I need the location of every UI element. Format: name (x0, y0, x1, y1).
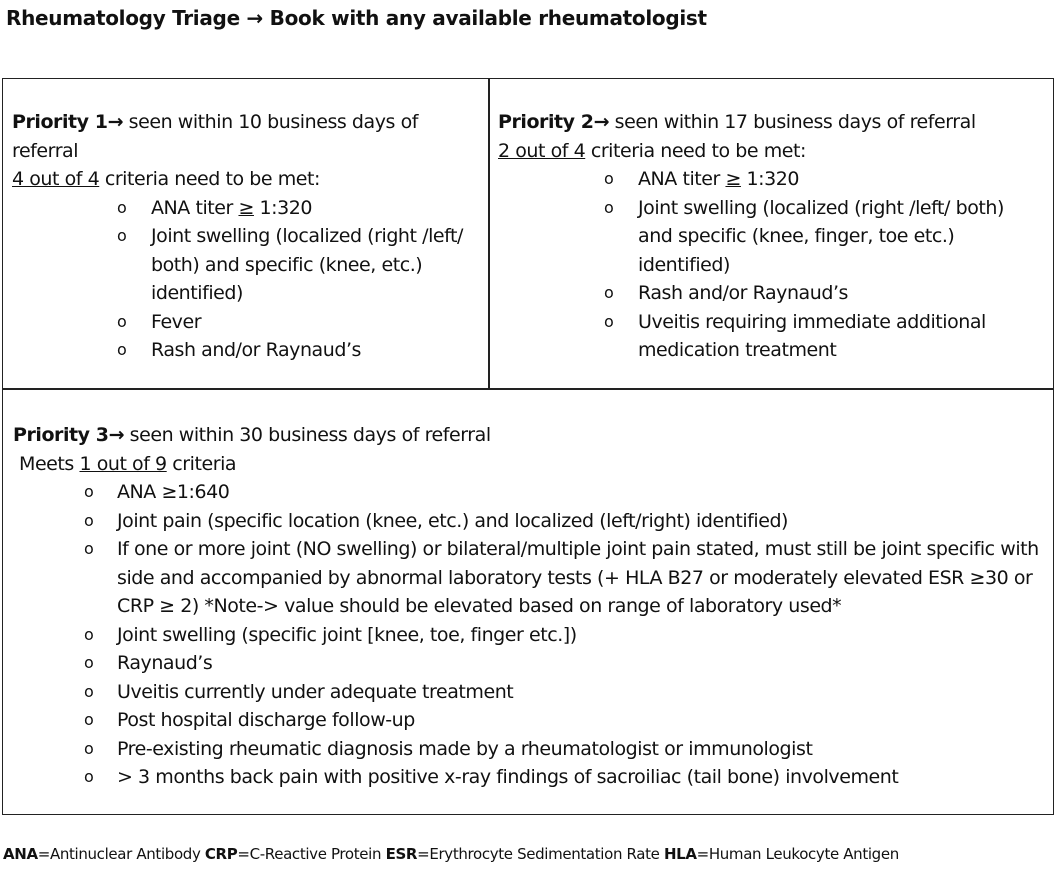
criterion-text: Joint swelling (localized (right /left/ both) and specific (knee, etc.) identified) (151, 225, 463, 304)
priority-2-heading (498, 108, 1048, 137)
bullet-icon: o (117, 340, 127, 359)
criterion-operator: ≥ (725, 168, 741, 190)
title-right: Book with any available rheumatologist (269, 6, 707, 30)
criterion-text: Uveitis currently under adequate treatment (117, 680, 514, 703)
priority-2-timeframe: seen within 17 business days of referral (609, 111, 976, 133)
list-item (84, 621, 1049, 650)
bullet-icon: o (604, 283, 614, 302)
criterion-text: Uveitis requiring immediate additional medication treatment (638, 310, 986, 361)
list-item (84, 678, 1049, 707)
criterion-text: ANA titer (638, 168, 726, 190)
list-item (604, 194, 1038, 280)
list-item (84, 763, 1049, 792)
criterion-value: 1:320 (253, 196, 313, 219)
bullet-icon: o (604, 311, 614, 331)
priority-3-content (13, 421, 1049, 792)
abbr-ana: ANA (3, 845, 38, 863)
bullet-icon: o (117, 226, 127, 245)
abbr-hla: HLA (663, 845, 697, 863)
list-item (604, 279, 1038, 308)
list-item (117, 336, 471, 365)
list-item (117, 308, 471, 337)
priority-1-requirement-count: 4 out of 4 (12, 168, 100, 190)
abbr-hla-meaning: =Human Leukocyte Antigen (696, 845, 899, 863)
priority-1-label: Priority 1 (12, 111, 108, 133)
criterion-operator: ≥ (238, 196, 254, 219)
priority-2-requirement-text: criteria need to be met: (585, 139, 806, 162)
priority-1-heading (12, 108, 482, 165)
bullet-icon: o (84, 710, 94, 729)
title-left: Rheumatology Triage (6, 6, 240, 30)
list-item (604, 308, 1038, 365)
criterion-text: ANA ≥1:640 (117, 481, 230, 503)
criterion-text: > 3 months back pain with positive x-ray findings of sacroiliac (tail bone) involvement (117, 766, 899, 788)
abbreviation-legend (3, 845, 899, 863)
bullet-icon: o (84, 653, 94, 672)
criterion-text: Raynaud’s (117, 652, 213, 674)
criterion-text: If one or more joint (NO swelling) or bilateral/multiple joint pain stated, must still be joint specific with side and accompanied by abnormal laboratory tests (+ HLA B27 or moderately elevated ESR ≥30 or CRP ≥ 2) *Note-> value should be elevated based on range of laboratory used* (117, 538, 1039, 617)
criterion-text: Rash and/or Raynaud’s (638, 282, 848, 304)
priority-3-timeframe: seen within 30 business days of referral (124, 424, 491, 446)
priority-3-label: Priority 3 (13, 424, 109, 446)
priority-2-label: Priority 2 (498, 111, 594, 133)
criterion-text: Joint swelling (localized (right /left/ both) and specific (knee, finger, toe etc.) identified) (638, 196, 1004, 276)
bullet-icon: o (117, 197, 127, 217)
bullet-icon: o (84, 482, 94, 501)
bullet-icon: o (117, 311, 127, 331)
criterion-text: Fever (151, 310, 202, 333)
bullet-icon: o (84, 624, 94, 644)
list-item (84, 735, 1049, 764)
abbr-crp: CRP (204, 845, 238, 863)
list-item (604, 165, 1038, 194)
priority-2-requirement-count: 2 out of 4 (498, 139, 586, 162)
priority-1-requirement-text: criteria need to be met: (99, 168, 320, 190)
priority-1-requirement (12, 165, 482, 194)
priority-3-meets-prefix: Meets (19, 452, 80, 475)
list-item (117, 222, 471, 308)
criterion-value: 1:320 (740, 168, 800, 190)
abbr-esr: ESR (385, 845, 418, 863)
priority-3-criteria-list (84, 478, 1049, 792)
bullet-icon: o (84, 539, 94, 558)
list-item (84, 507, 1049, 536)
priority-2-criteria-list (604, 165, 1038, 365)
bullet-icon: o (84, 681, 94, 701)
abbr-ana-meaning: =Antinuclear Antibody (37, 845, 205, 863)
priority-3-requirement-text: criteria (166, 452, 237, 475)
priority-2-arrow: → (593, 111, 610, 133)
bullet-icon: o (604, 169, 614, 188)
priority-1-criteria-list (117, 194, 471, 365)
title-arrow: → (246, 6, 263, 30)
page-title (6, 6, 707, 30)
bullet-icon: o (84, 510, 94, 530)
criterion-text: Pre-existing rheumatic diagnosis made by a rheumatologist or immunologist (117, 737, 813, 760)
priority-2-requirement (498, 137, 1048, 166)
list-item (84, 649, 1049, 678)
abbr-crp-meaning: =C-Reactive Protein (237, 845, 386, 863)
criterion-text: ANA titer (151, 196, 239, 219)
bullet-icon: o (84, 738, 94, 758)
priority-1-timeframe: seen within 10 business days of referral (12, 111, 418, 162)
list-item (84, 706, 1049, 735)
criterion-text: Joint pain (specific location (knee, etc.) and localized (left/right) identified) (117, 509, 789, 532)
priority-1-arrow: → (107, 111, 124, 133)
criterion-text: Joint swelling (specific joint [knee, toe, finger etc.]) (117, 623, 577, 646)
priority-1-content (12, 108, 482, 365)
priority-2-content (498, 108, 1048, 365)
criterion-text: Post hospital discharge follow-up (117, 709, 415, 731)
bullet-icon: o (84, 767, 94, 786)
priority-3-heading (13, 421, 1049, 450)
priority-3-requirement-count: 1 out of 9 (79, 452, 167, 475)
abbr-esr-meaning: =Erythrocyte Sedimentation Rate (417, 845, 664, 863)
criterion-text: Rash and/or Raynaud’s (151, 339, 361, 361)
list-item (117, 194, 471, 223)
bullet-icon: o (604, 197, 614, 217)
priority-3-arrow: → (108, 424, 125, 446)
priority-3-requirement (19, 450, 1049, 479)
list-item (84, 478, 1049, 507)
list-item (84, 535, 1049, 621)
